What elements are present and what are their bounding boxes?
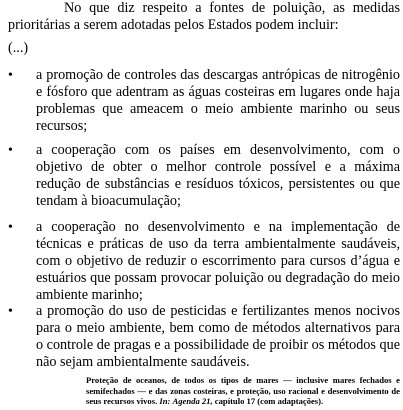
list-item-text: a promoção de controles das descargas antrópicas de nitrogênio e fósforo que adentram as águas costeiras em lugares onde haja problemas que ameacem o meio ambiente marinho ou seus recursos; bbox=[36, 67, 400, 134]
source-title: Proteção de oceanos, de todos os tipos de mares — inclusive mares fechados e semifechados — e das zonas costeiras, e proteção, uso racional e desenvolvimento de seus recursos vivos. bbox=[86, 375, 400, 407]
intro-paragraph: No que diz respeito a fontes de poluição, as medidas prioritárias a serem adotadas pelos Estados podem incluir: bbox=[8, 0, 400, 33]
bullet-icon: • bbox=[8, 220, 13, 235]
bullet-icon: • bbox=[8, 304, 13, 319]
source-chapter: capítulo 17 (com adaptações). bbox=[214, 396, 324, 407]
ellipsis-marker: (...) bbox=[8, 40, 29, 56]
list-item-text: a cooperação no desenvolvimento e na implementação de técnicas e práticas de uso da terra ambientalmente saudáveis, com o objetivo de reduzir o escorrimento para cursos d’água e estuários que possam provocar poluição ou degradação do meio ambiente marinho; bbox=[36, 219, 400, 303]
source-citation bbox=[86, 375, 400, 407]
source-publication: Agenda 21, bbox=[172, 396, 213, 407]
bullet-icon: • bbox=[8, 143, 13, 158]
list-item-text: a cooperação com os países em desenvolvimento, com o objetivo de obter o melhor controle possível e a máxima redução de substâncias e resíduos tóxicos, persistentes ou que tendam à bioacumulação; bbox=[36, 142, 400, 209]
list-item-text: a promoção do uso de pesticidas e fertilizantes menos nocivos para o meio ambiente, bem como de métodos alternativos para o controle de pragas e a possibilidade de proibir os métodos que não sejam ambientalmente saudáveis. bbox=[36, 303, 400, 370]
source-in-label: In: bbox=[159, 396, 171, 407]
bullet-icon: • bbox=[8, 68, 13, 83]
